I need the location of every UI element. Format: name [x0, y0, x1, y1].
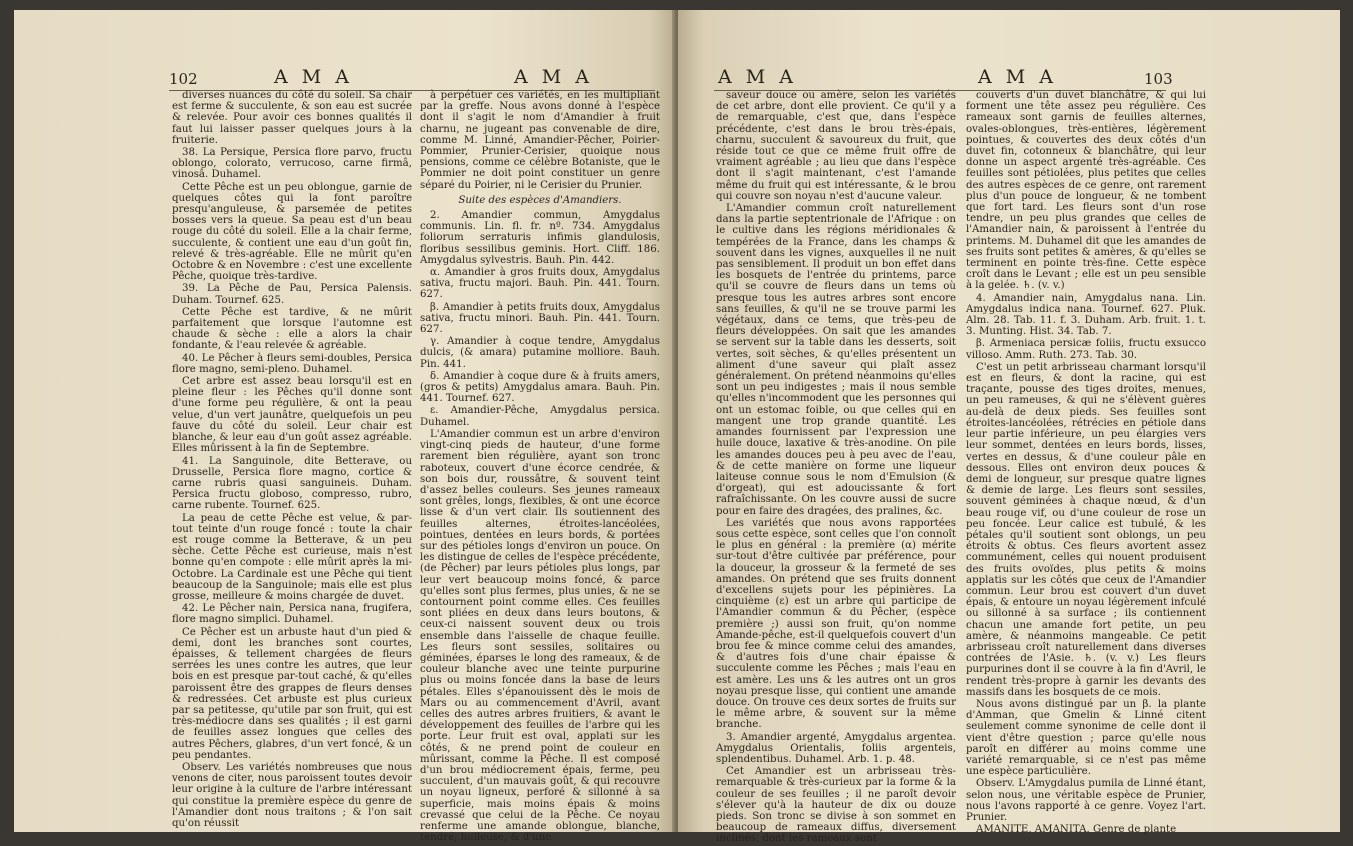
- paragraph: diverses nuances du côté du soleil. Sa chair est ferme & succulente, & son eau est sucrée & relevée. Pour avoir ces bonnes qualités il faut lui laisser passer quelques jours à la fruiterie.: [172, 90, 412, 146]
- section-heading: Suite des espèces d'Amandiers.: [458, 194, 622, 206]
- left-running-head-1: A M A: [274, 66, 353, 88]
- paragraph: 3. Amandier argenté, Amygdalus argentea. Amygdalus Orientalis, foliis argenteis, splendentibus. Duhamel. Arb. 1. p. 48.: [716, 731, 956, 765]
- paragraph: α. Amandier à gros fruits doux, Amygdalus sativa, fructu majori. Bauh. Pin. 441. Tourn. 627.: [420, 267, 660, 301]
- paragraph: β. Amandier à petits fruits doux, Amygdalus sativa, fructu minori. Bauh. Pin. 441. Tourn. 627.: [420, 301, 660, 336]
- left-page: [14, 10, 676, 844]
- book-spread: [14, 10, 1340, 845]
- left-running-head-2: A M A: [514, 66, 593, 88]
- paragraph: L'Amandier commun est un arbre d'environ vingt-cinq pieds de hauteur, d'une forme rarement bien régulière, ayant son tronc raboteux, couvert d'une écorce cendrée, & son bois dur, roussâtre, & souvent teint d'assez belles couleurs. Ses jeunes rameaux sont grêles, longs, flexibles, & ont une écorce lisse & d'un vert clair. Ils soutiennent des feuilles alternes, étroites-lancéolées, pointues, dentées en leurs bords, & portées sur des pétioles longs d'environ un pouce. On les distingue de celles de l'espèce précédente, (de Pêcher) par leurs pétioles plus longs, par leur vert beaucoup moins foncé, & parce qu'elles sont plus fermes, plus unies, & ne se contournent point comme elles. Ces feuilles sont pliées en deux dans leurs boutons, & ceux-ci naissent souvent deux ou trois ensemble dans l'aisselle de chaque feuille. Les fleurs sont sessiles, solitaires ou géminées, éparses le long des rameaux, & de couleur blanche avec une teinte purpurine plus ou moins foncée dans la base de leurs pétales. Elles s'épanouissent dès le mois de Mars ou au commencement d'Avril, avant celles des autres arbres fruitiers, & avant le développement des feuilles de l'arbre qui les porte. Leur fruit est oval, applati sur les côtés, & ne prend point de couleur en mûrissant, comme la Pêche. Il est composé d'un brou médiocrement épais, ferme, peu succulent, d'un mauvais goût, & qui recouvre un noyau ligneux, perforé & sillonné à sa superficie, mais moins épais & moins crevassé que celui de la Pêche. Ce noyau renferme une amande oblongue, blanche, tendre, huileuse, & d'une: [420, 428, 660, 844]
- paragraph: ε. Amandier-Pêche, Amygdalus persica. Duhamel.: [420, 405, 660, 428]
- right-page: [678, 10, 1340, 845]
- paragraph: 2. Amandier commun, Amygdalus communis. Lin. fl. fr. nº. 734. Amygdalus foliorum serraturis infimis glandulosis, floribus sessilibus geminis. Hort. Cliff. 186. Amygdalus sylvestris. Bauh. Pin. 442.: [420, 210, 660, 266]
- paragraph: Cet arbre est assez beau lorsqu'il est en pleine fleur : les Pêches qu'il donne sont d'une forme peu régulière, & ont la peau velue, d'un vert jaunâtre, quelquefois un peu fauve du côté du soleil. Leur chair est blanche, & leur eau d'un goût assez agréable. Elles mûrissent à la fin de Septembre.: [172, 376, 412, 455]
- right-running-head-1: A M A: [718, 66, 797, 88]
- paragraph: Cette Pêche est tardive, & ne mûrit parfaitement que lorsque l'automne est chaude & sèche : elle a alors la chair fondante, & l'eau relevée & agréable.: [172, 306, 412, 352]
- right-page-number: 103: [1144, 70, 1173, 88]
- paragraph: 39. La Pêche de Pau, Persica Palensis. Duham. Tournef. 625.: [172, 283, 412, 306]
- paragraph: γ. Amandier à coque tendre, Amygdalus dulcis, (& amara) putamine molliore. Bauh. Pin. 441.: [420, 336, 660, 370]
- paragraph: β. Armeniaca persicæ foliis, fructu exsucco villoso. Amm. Ruth. 273. Tab. 30.: [966, 338, 1206, 361]
- column-1: [172, 90, 412, 830]
- left-page-number: 102: [169, 70, 198, 88]
- paragraph: Observ. Les variétés nombreuses que nous venons de citer, nous paroissent toutes devoir leur origine à la culture de l'arbre intéressant qui constitue la première espèce du genre de l'Amandier dont nous traitons ; & l'on sait qu'on réussit: [172, 761, 412, 829]
- paragraph: Nous avons distingué par un β. la plante d'Amman, que Gmelin & Linné citent seulement comme synonime de celle dont il vient d'être question ; parce qu'elle nous paroît en différer au moins comme une variété remarquable, si ce n'est pas même une espèce particulière.: [966, 698, 1206, 778]
- column-3: [716, 90, 956, 846]
- paragraph: Cette Pêche est un peu oblongue, garnie de quelques côtes qui la font paroître presqu'anguleuse, & parsemée de petites bosses vers la queue. Sa peau est d'un beau rouge du côté du soleil. Elle a la chair ferme, succulente, & contient une eau d'un goût fin, relevé & très-agréable. Elle ne mûrit qu'en Octobre & en Novembre : c'est une excellente Pêche, quoique très-tardive.: [172, 181, 412, 283]
- right-running-head-2: A M A: [978, 66, 1057, 88]
- paragraph: C'est un petit arbrisseau charmant lorsqu'il est en fleurs, & dont la racine, qui est traçante, pousse des tiges droites, menues, un peu rameuses, & qui ne s'élèvent guères au-delà de deux pieds. Ses feuilles sont étroites-lancéolées, rétrécies en pétiole dans leur partie inférieure, un peu élargies vers leur sommet, dentées en leurs bords, lisses, vertes en dessus, & d'une couleur pâle en dessous. Elles ont environ deux pouces & demi de longueur, sur presque quatre lignes & demie de large. Les fleurs sont sessiles, souvent géminées à chaque nœud, & d'un beau rouge vif, ou d'une couleur de rose un peu foncée. Leur calice est tubulé, & les pétales qu'il soutient sont oblongs, un peu étroits & obtus. Ces fleurs avortent assez communément, celles qui nouent produisent des fruits ovoïdes, plus petits & moins applatis sur les côtés que ceux de l'Amandier commun. Leur brou est couvert d'un duvet épais, & entoure un noyau légèrement infculé ou sillonné à sa surface ; ils contiennent chacun une amande fort petite, un peu amère, & néanmoins mangeable. Ce petit arbrisseau croît naturellement dans diverses contrées de l'Asie. ♄. (v. v.) Les fleurs purpurines dont il se couvre à la fin d'Avril, le rendent très-propre à garnir les devants des massifs dans les bosquets de ce mois.: [966, 361, 1206, 698]
- paragraph: Les variétés que nous avons rapportées sous cette espèce, sont celles que l'on connoît le plus en général : la première (α) mérite sur-tout d'être cultivée par préférence, pour la douceur, la grosseur & la fermeté de ses amandes. On prétend que ses fruits donnent d'excellens sujets pour les pépinières. La cinquième (ε) est un arbre qui participe de l'Amandier commun & du Pêcher, (espèce première ;) aussi son fruit, qu'on nomme Amande-pêche, est-il quelquefois couvert d'un brou fee & mince comme celui des amandes, & d'autres fois d'une chair épaisse & succulente comme les Pêches ; mais l'eau en est amère. Les uns & les autres ont un gros noyau presque lisse, qui contient une amande douce. On trouve ces deux sortes de fruits sur le même arbre, & souvent sur la même branche.: [716, 517, 956, 731]
- paragraph: 4. Amandier nain, Amygdalus nana. Lin. Amygdalus indica nana. Tournef. 627. Pluk. Alm. 28. Tab. 11. f. 3. Duham. Arb. fruit. 1. t. 3. Munting. Hist. 34. Tab. 7.: [966, 292, 1206, 338]
- paragraph: 40. Le Pêcher à fleurs semi-doubles, Persica flore magno, semi-pleno. Duhamel.: [172, 352, 412, 375]
- paragraph: AMANITE, AMANITA. Genre de plante: [976, 824, 1177, 836]
- paragraph: La peau de cette Pêche est velue, & par-tout teinte d'un rouge foncé : toute la chair est rouge comme la Betterave, & un peu sèche. Cette Pêche est curieuse, mais n'est bonne qu'en compote : elle mûrit après la mi-Octobre. La Cardinale est une Pêche qui tient beaucoup de la Sanguinole; mais elle est plus grosse, meilleure & moins chargée de duvet.: [172, 512, 412, 602]
- paragraph: 38. La Persique, Persica flore parvo, fructu oblongo, colorato, verrucoso, carne firmâ, vinosâ. Duhamel.: [172, 147, 412, 181]
- paragraph: couverts d'un duvet blanchâtre, & qui lui forment une tête assez peu régulière. Ces rameaux sont garnis de feuilles alternes, ovales-oblongues, très-entières, légèrement pointues, & couvertes des deux côtés d'un duvet fin, cotonneux & blanchâtre, qui leur donne un aspect argenté très-agréable. Ces feuilles sont pétiolées, plus petites que celles des autres espèces de ce genre, ont rarement plus d'un pouce de longueur, & ne tombent que fort tard. Les fleurs sont d'un rose tendre, un peu plus grandes que celles de l'Amandier nain, & paroissent à l'entrée du printems. M. Duhamel dit que les amandes de ses fruits sont petites & amères, & qu'elles se terminent en pointe très-fine. Cette espèce croît dans le Levant ; elle est un peu sensible à la gelée. ♄. (v. v.): [966, 90, 1206, 292]
- paragraph: δ. Amandier à coque dure & à fruits amers, (gros & petits) Amygdalus amara. Bauh. Pin. 441. Tournef. 627.: [420, 370, 660, 405]
- paragraph: à perpétuer ces variétés, en les multipliant par la greffe. Nous avons donné à l'espèce dont il s'agit le nom d'Amandier à fruit charnu, ne jugeant pas convenable de dire, comme M. Linné, Amandier-Pêcher, Poirier-Pommier, Prunier-Cerisier, quoique nous pensions, comme ce célèbre Botaniste, que le Pommier ne doit point constituer un genre séparé du Poirier, ni le Cerisier du Prunier.: [420, 90, 660, 191]
- paragraph: L'Amandier commun croît naturellement dans la partie septentrionale de l'Afrique : on le cultive dans les régions méridionales & tempérées de la France, dans les champs & souvent dans les vignes, auxquelles il ne nuit pas sensiblement. Il produit un bon effet dans les bosquets de l'entrée du printems, parce qu'il se couvre de fleurs dans un tems où presque tous les autres arbres sont encore sans feuilles, & qu'il ne se trouve parmi les végétaux, dans ce tems, que très-peu de fleurs développées. On sait que les amandes se servent sur la table dans les desserts, soit vertes, soit sèches, & qu'elles présentent un aliment d'une saveur qui plaît assez généralement. On prétend néanmoins qu'elles sont un peu indigestes ; mais il nous semble qu'elles n'incommodent que les personnes qui ont un estomac foible, ou que celles qui en mangent une trop grande quantité. Les amandes fournissent par l'expression une huile douce, laxative & très-anodine. On pile les amandes douces peu à peu avec de l'eau, & de cette manière on forme une liqueur laiteuse connue sous le nom d'Emulsion (& d'orgeat), qui est adoucissante & fort rafraîchissante. On les couvre aussi de sucre pour en faire des dragées, des pralines, &c.: [716, 203, 956, 517]
- paragraph: 41. La Sanguinole, dite Betterave, ou Drusselle, Persica flore magno, cortice & carne rubris quasi sanguineis. Duham. Persica fructu globoso, compresso, rubro, carne rubente. Tournef. 625.: [172, 455, 412, 512]
- paragraph: Ce Pêcher est un arbuste haut d'un pied & demi, dont les branches sont courtes, épaisses, & tellement chargées de fleurs serrées les unes contre les autres, que leur bois en est presque par-tout caché, & qu'elles paroissent être des grappes de fleurs denses & redressées. Cet arbuste est plus curieux par sa petitesse, qu'utile par son fruit, qui est très-médiocre dans ses qualités ; il est garni de feuilles assez longues que celles des autres Pêchers, glabres, d'un vert foncé, & un peu pendantes.: [172, 626, 412, 761]
- column-4: [966, 90, 1206, 836]
- paragraph: Observ. L'Amygdalus pumila de Linné étant, selon nous, une véritable espèce de Prunier, nous l'avons rapporté à ce genre. Voyez l'art. Prunier.: [966, 778, 1206, 823]
- column-2: [420, 90, 660, 844]
- paragraph: Cet Amandier est un arbrisseau très-remarquable & très-curieux par la forme & la couleur de ses feuilles ; il ne paroît devoir s'élever qu'à la hauteur de dix ou douze pieds. Son tronc se divise à son sommet en beaucoup de rameaux diffus, diversement inclinés, dont les rameaux sont: [716, 766, 956, 845]
- paragraph: 42. Le Pêcher nain, Persica nana, frugifera, flore magno simplici. Duhamel.: [172, 603, 412, 626]
- paragraph: saveur douce ou amère, selon les variétés de cet arbre, dont elle provient. Ce qu'il y a de remarquable, c'est que, dans l'espèce précédente, c'est dans le brou très-épais, charnu, succulent & savoureux du fruit, que réside tout ce que ce même fruit offre de vraiment agréable ; au lieu que dans l'espèce dont il s'agit maintenant, c'est l'amande même du fruit qui est intéressante, & le brou qui couvre son noyau n'est d'aucune valeur.: [716, 90, 956, 202]
